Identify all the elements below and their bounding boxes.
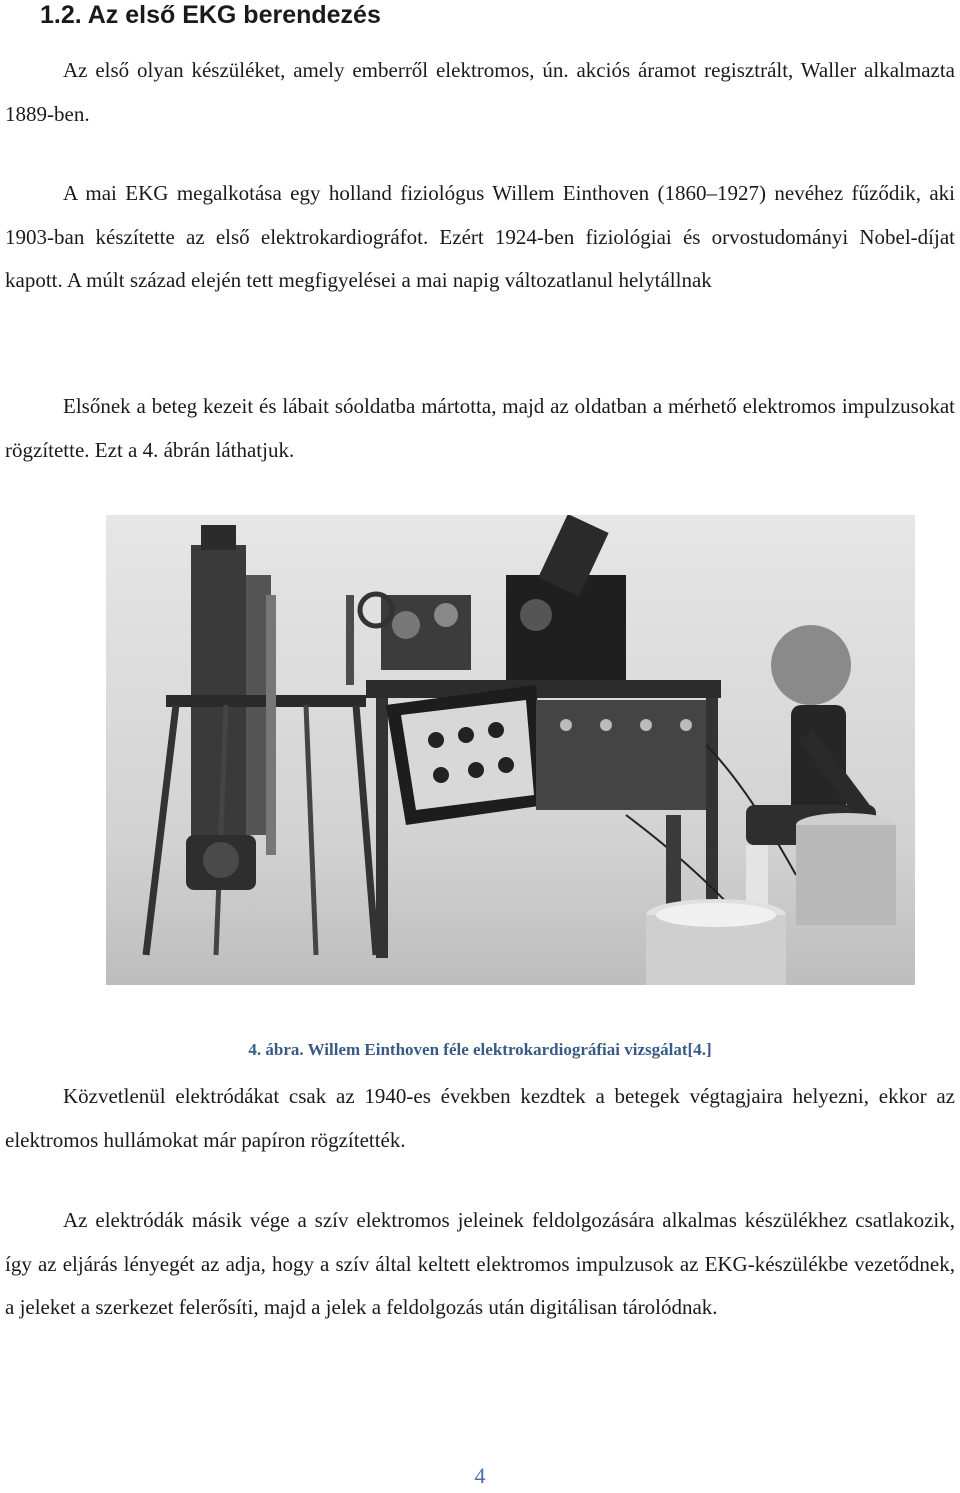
figure-caption: 4. ábra. Willem Einthoven féle elektrokardiográfiai vizsgálat[4.] xyxy=(248,1040,712,1059)
paragraph-5: Az elektródák másik vége a szív elektromos jeleinek feldolgozására alkalmas készülékhez csatlakozik, így az eljárás lényegét az adja, hogy a szív által keltett elektromos impulzusok az EKG-készülékbe vezetődnek, a jeleket a szerkezet felerősíti, majd a jelek a feldolgozás után digitálisan tárolódnak. xyxy=(5,1208,955,1319)
page-number: 4 xyxy=(474,1463,486,1488)
paragraph-4: Közvetlenül elektródákat csak az 1940-es években kezdtek a betegek végtagjaira helyezni, ekkor az elektromos hullámokat már papíron rögzítették. xyxy=(5,1084,955,1152)
einthoven-ecg-photo xyxy=(106,515,915,985)
paragraph-2: A mai EKG megalkotása egy holland fiziológus Willem Einthoven (1860–1927) nevéhez fűződik, aki 1903-ban készítette az első elektrokardiográfot. Ezért 1924-ben fiziológiai és orvostudományi Nobel-díjat kapott. A múlt század elején tett megfigyelései a mai napig változatlanul helytállnak xyxy=(5,181,955,292)
paragraph-3: Elsőnek a beteg kezeit és lábait sóoldatba mártotta, majd az oldatban a mérhető elektromos impulzusokat rögzítette. Ezt a 4. ábrán láthatjuk. xyxy=(5,394,955,462)
paragraph-1: Az első olyan készüléket, amely emberről elektromos, ún. akciós áramot regisztrált, Waller alkalmazta 1889-ben. xyxy=(5,58,955,126)
section-heading: 1.2. Az első EKG berendezés xyxy=(40,1,381,29)
